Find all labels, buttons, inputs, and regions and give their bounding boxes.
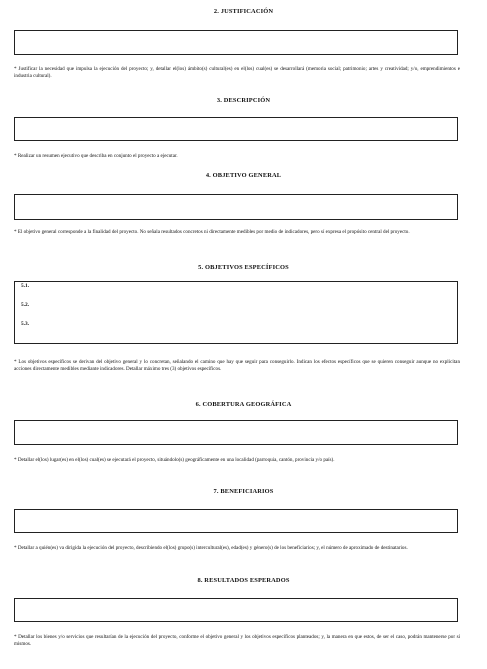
objetivo-especifico-3: 5.3. bbox=[21, 321, 30, 327]
beneficiarios-field[interactable] bbox=[14, 509, 458, 533]
justificacion-note: * Justificar la necesidad que impulsa la ejecución del proyecto; y, detallar el(los) ámbito(s) cultural(es) en el(los) cual(es) se desarrollará (memoria social; patrimonio; artes y creatividad; y/o, emprendimientos e industria cultural). bbox=[14, 66, 460, 80]
descripcion-field[interactable] bbox=[14, 117, 458, 141]
justificacion-field[interactable] bbox=[14, 30, 458, 55]
section-heading-objetivo-general: 4. OBJETIVO GENERAL bbox=[205, 172, 282, 179]
section-heading-objetivos-especificos: 5. OBJETIVOS ESPECÍFICOS bbox=[198, 264, 289, 271]
objetivos-especificos-note: * Los objetivos específicos se derivan del objetivo general y lo concretan, señalando el camino que hay que seguir para conseguirlo. Indican los efectos específicos que se quieren conseguir aunque no explicitan acciones directamente medibles mediante indicadores. Detallar máximo tres (3) objetivos específicos. bbox=[14, 359, 460, 373]
objetivo-general-field[interactable] bbox=[14, 194, 458, 220]
cobertura-geografica-note: * Detallar el(los) lugar(es) en el(los) cual(es) se ejecutará el proyecto, situándolo(s) geográficamente en una localidad (parroquia, cantón, provincia y/o país). bbox=[14, 457, 335, 463]
cobertura-geografica-field[interactable] bbox=[14, 420, 458, 445]
resultados-esperados-note: * Detallar los bienes y/o servicios que resultarían de la ejecución del proyecto, conforme el objetivo general y los objetivos específicos planteados; y, la manera en que estos, de ser el caso, podrán mantenerse por sí mismos. bbox=[14, 634, 460, 648]
descripcion-note: * Realizar un resumen ejecutivo que describa en conjunto el proyecto a ejecutar. bbox=[14, 153, 178, 159]
resultados-esperados-field[interactable] bbox=[14, 598, 458, 622]
section-heading-beneficiarios: 7. BENEFICIARIOS bbox=[213, 488, 274, 495]
section-heading-descripcion: 3. DESCRIPCIÓN bbox=[216, 97, 271, 104]
objetivo-general-note: * El objetivo general corresponde a la finalidad del proyecto. No señala resultados concretos ni directamente medibles por medio de indicadores, pero sí expresa el propósito central del proyecto. bbox=[14, 229, 410, 235]
objetivo-especifico-1: 5.1. bbox=[21, 283, 30, 289]
beneficiarios-note: * Detallar a quién(es) va dirigida la ejecución del proyecto, describiendo el(los) grupo(s) intercultural(es), edad(es) y género(s) de los beneficiarios; y, el número de aproximado de destinatarios. bbox=[14, 545, 408, 551]
section-heading-cobertura-geografica: 6. COBERTURA GEOGRÁFICA bbox=[195, 401, 292, 408]
objetivo-especifico-2: 5.2. bbox=[21, 302, 30, 308]
section-heading-resultados-esperados: 8. RESULTADOS ESPERADOS bbox=[197, 577, 290, 584]
section-heading-justificacion: 2. JUSTIFICACIÓN bbox=[213, 8, 274, 15]
objetivos-especificos-field[interactable] bbox=[14, 281, 458, 344]
